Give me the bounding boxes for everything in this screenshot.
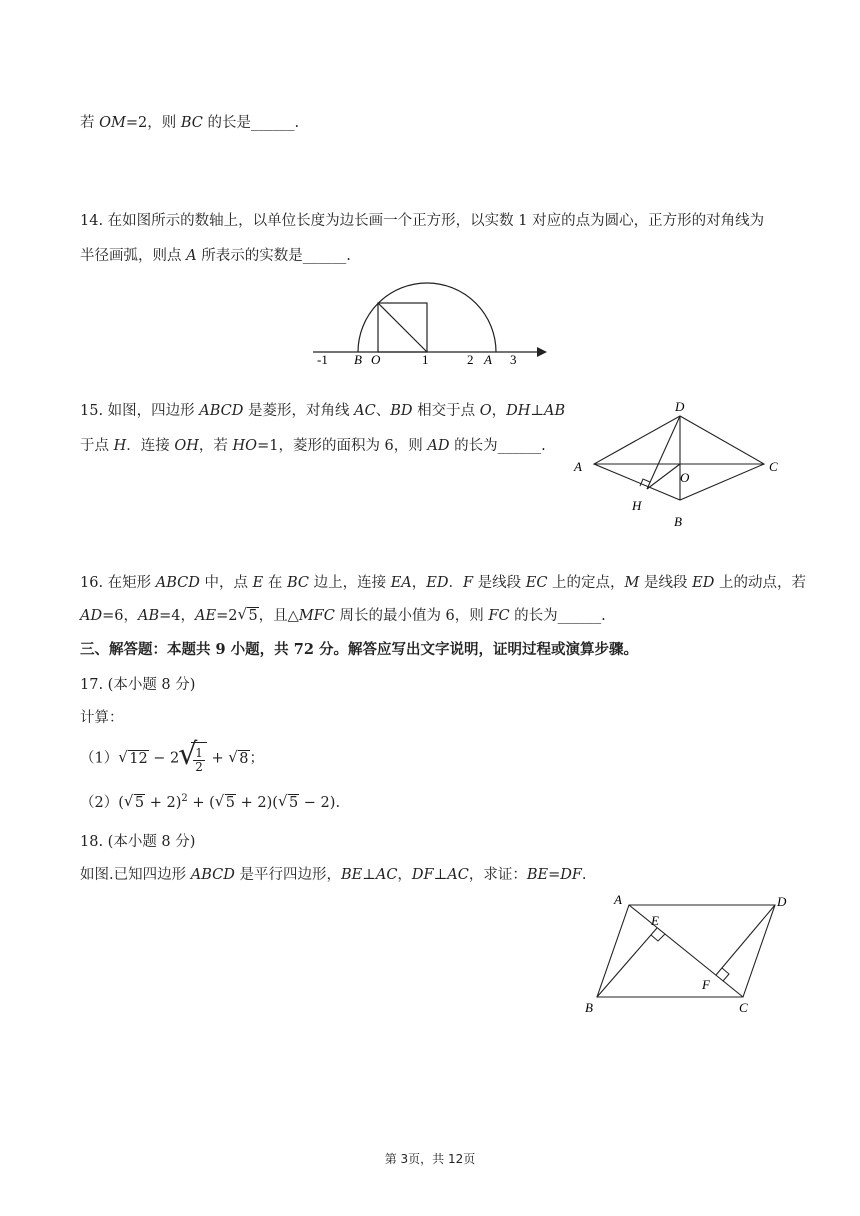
q18-header: 18. (本小题 8 分): [80, 834, 196, 850]
tick-label-a: A: [484, 352, 492, 367]
number-line-figure: [305, 268, 555, 370]
label-a: A: [614, 892, 622, 907]
segment-dh: [647, 416, 680, 489]
sqrt-half: [179, 742, 207, 775]
sqrt-12: √ 12: [119, 744, 148, 774]
var-om: OM: [99, 115, 126, 131]
q15-line1: 15. 如图，四边形 ABCD 是菱形，对角线 AC、BD 相交于点 O，DH⊥AB: [80, 403, 566, 419]
tick-label-b: B: [354, 352, 362, 367]
diagonal: [378, 303, 427, 352]
label-d: D: [675, 399, 685, 414]
fraction-half: √ $\frac{1}{2}$: [195, 745, 203, 774]
tick-label-3: 3: [510, 352, 517, 367]
axis-arrow: [537, 347, 547, 357]
q14-line1: 14. 在如图所示的数轴上，以单位长度为边长画一个正方形，以实数 1 对应的点为圆心，正方形的对角线为: [80, 213, 765, 229]
label-o: O: [680, 470, 690, 485]
rhombus-figure: [566, 398, 786, 538]
label-b: B: [585, 1000, 593, 1015]
rhombus: [594, 416, 764, 500]
tick-label-o: O: [371, 352, 381, 367]
label-c: C: [769, 459, 778, 474]
parallelogram-figure: [578, 888, 798, 1020]
q13-tail-text: 若 OM=2，则 BC 的长是______.: [80, 115, 300, 131]
diagonal-ac: [629, 905, 743, 997]
q17-part2: （2）(√ 5 + 2)$^2$ + (√ 5 + 2)(√ 5 − 2).: [80, 789, 340, 813]
section-3-title: 三、解答题：本题共 9 小题，共 72 分。解答应写出文字说明，证明过程或演算步骤。: [80, 641, 638, 658]
sqrt-5-a: √ 5: [125, 793, 145, 813]
segment-be: [597, 928, 657, 997]
q16-line1: 16. 在矩形 ABCD 中，点 E 在 BC 边上，连接 EA，ED．F 是线段 EC 上的定点，M 是线段 ED 上的动点，若: [80, 575, 806, 591]
label-h: H: [632, 498, 642, 513]
q15-line2: 于点 H．连接 OH，若 HO=1，菱形的面积为 6，则 AD 的长为______.: [80, 438, 546, 454]
var-a: A: [186, 248, 197, 264]
var-bc: BC: [180, 115, 203, 131]
q17-header: 17. (本小题 8 分): [80, 677, 196, 693]
label-e: E: [651, 913, 659, 928]
tick-label-1: 1: [422, 352, 429, 367]
q18-statement: 如图.已知四边形 ABCD 是平行四边形，BE⊥AC，DF⊥AC，求证：BE=DF.: [80, 867, 587, 883]
label-c: C: [739, 1000, 748, 1015]
right-angle-e: [651, 934, 665, 941]
label-b: B: [674, 514, 682, 529]
sqrt-5-c: √ 5: [279, 793, 299, 813]
q16-line2: AD=6，AB=4，AE=2√ 5，且△MFC 周长的最小值为 6，则 FC 的长为______.: [80, 606, 606, 626]
q17-intro: 计算：: [80, 710, 124, 726]
label-f: F: [702, 977, 710, 992]
tick-label-neg1: -1: [317, 352, 328, 367]
segment-oh: [647, 464, 680, 489]
page-footer: 第 3页，共 12页: [384, 1152, 476, 1166]
right-angle-f: [722, 968, 729, 981]
sqrt-5-b: √ 5: [216, 793, 236, 813]
q17-part1: （1）√ 12 − 2 √ $\frac{1}{2}$ + √ 8；: [80, 742, 264, 775]
q14-line2: 半径画弧，则点 A 所表示的实数是______.: [80, 248, 351, 264]
sqrt-5: √ 5: [238, 606, 258, 626]
segment-df: [716, 905, 775, 975]
label-d: D: [777, 894, 787, 909]
tick-label-2: 2: [467, 352, 474, 367]
label-a: A: [574, 459, 582, 474]
sqrt-8: √ 8: [229, 744, 249, 774]
